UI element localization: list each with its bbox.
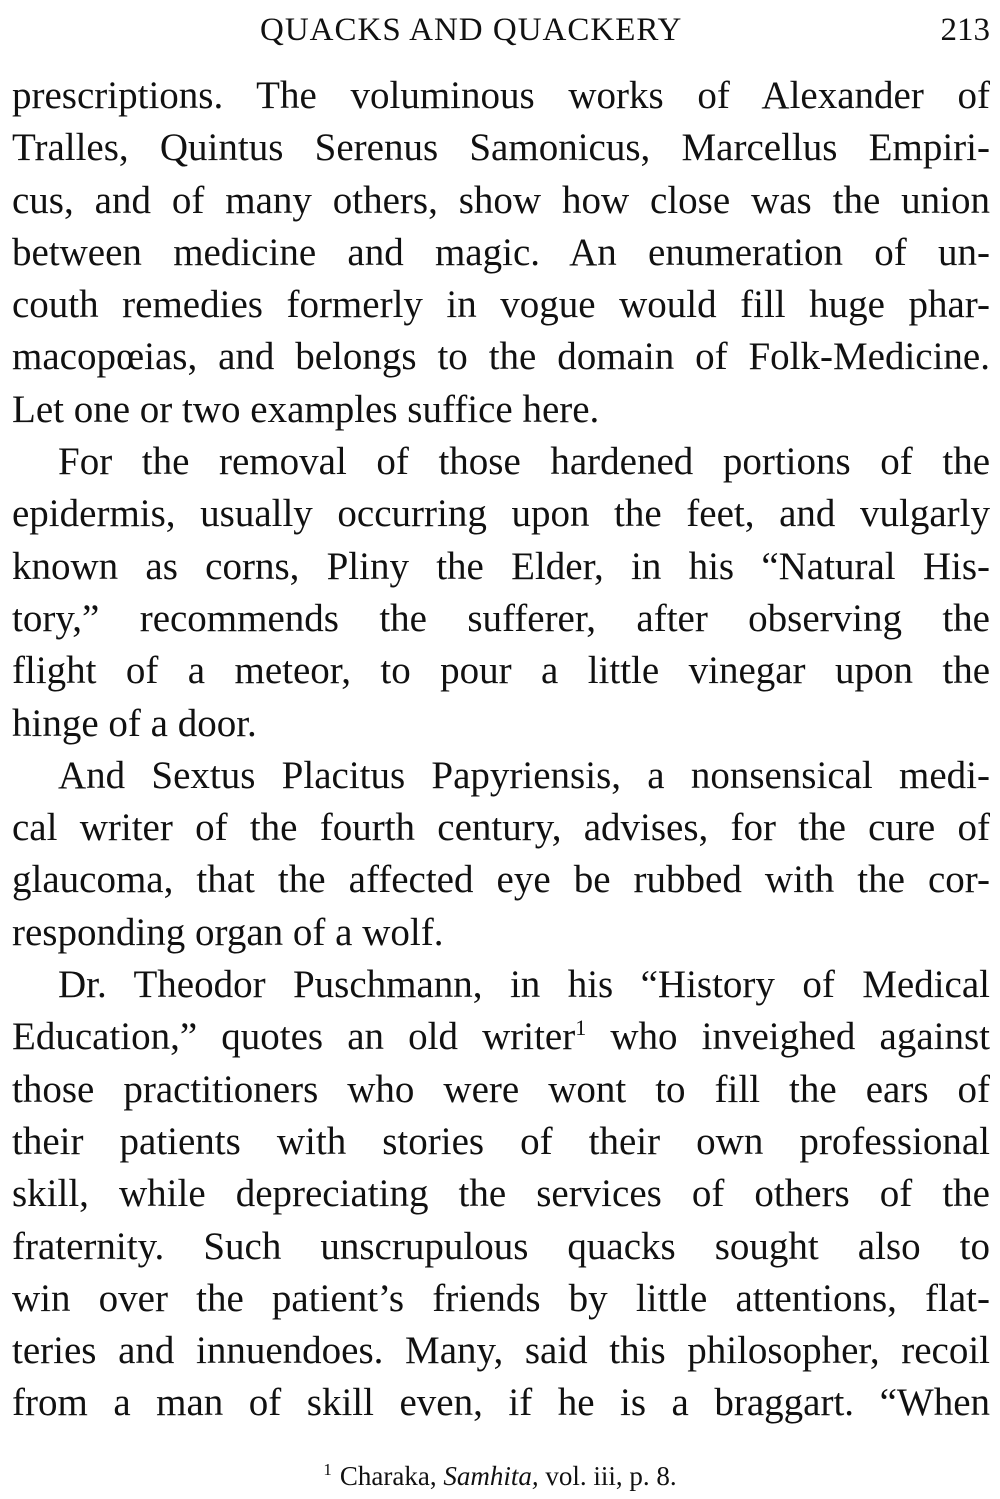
text-line: hinge of a door. <box>12 701 257 745</box>
text-line: responding organ of a wolf. <box>12 910 444 954</box>
text-line-with-footnote <box>12 1011 990 1063</box>
text-line: epidermis, usually occurring upon the feet, and vulgarly <box>12 492 990 536</box>
text-line: between medicine and magic. An enumeration of un- <box>12 230 990 274</box>
body-text <box>12 70 990 1430</box>
text-line: cal writer of the fourth century, advises, for the cure of <box>12 806 990 850</box>
text-line: Let one or two examples suffice here. <box>12 387 600 431</box>
text-line: couth remedies formerly in vogue would fill huge phar- <box>12 283 990 327</box>
text-line: And Sextus Placitus Papyriensis, a nonsensical medi- <box>58 753 990 797</box>
paragraph-4 <box>12 959 990 1430</box>
footnote-marker: 1 <box>323 1460 332 1479</box>
footnote <box>0 1452 1000 1494</box>
text-line: their patients with stories of their own professional <box>12 1119 990 1163</box>
footnote-reference: 1 <box>575 1015 587 1041</box>
text-line: win over the patient’s friends by little attentions, flat- <box>12 1276 990 1320</box>
text-line: glaucoma, that the affected eye be rubbed with the cor- <box>12 858 990 902</box>
text-line: prescriptions. The voluminous works of Alexander of <box>12 74 990 117</box>
page-number: 213 <box>940 12 990 48</box>
paragraph-2 <box>12 436 990 750</box>
text-segment: who inveighed against <box>610 1015 990 1059</box>
text-line: cus, and of many others, show how close was the union <box>12 178 990 222</box>
paragraph-3 <box>12 750 990 959</box>
footnote-location: vol. iii, p. 8. <box>545 1461 677 1491</box>
text-line: Dr. Theodor Puschmann, in his “History of Medical <box>58 963 990 1007</box>
text-line: teries and innuendoes. Many, said this philosopher, recoil <box>12 1329 990 1373</box>
text-line: Tralles, Quintus Serenus Samonicus, Marcellus Empiri- <box>12 126 990 170</box>
text-line: macopœias, and belongs to the domain of Folk-Medicine. <box>12 335 990 379</box>
footnote-work: Samhita, <box>443 1461 539 1491</box>
text-line: those practitioners who were wont to fill the ears of <box>12 1067 990 1111</box>
footnote-author: Charaka, <box>339 1461 437 1491</box>
text-line: For the removal of those hardened portions of the <box>58 440 990 484</box>
running-header <box>0 8 1000 52</box>
paragraph-1 <box>12 70 990 436</box>
text-segment: Education,” quotes an old writer <box>12 1015 576 1059</box>
text-line: from a man of skill even, if he is a braggart. “When <box>12 1381 990 1425</box>
text-line: known as corns, Pliny the Elder, in his “Natural His- <box>12 544 990 588</box>
text-line: tory,” recommends the sufferer, after observing the <box>12 596 990 640</box>
text-line: skill, while depreciating the services of others of the <box>12 1172 990 1216</box>
running-title: QUACKS AND QUACKERY <box>260 12 683 48</box>
text-line: flight of a meteor, to pour a little vinegar upon the <box>12 649 990 693</box>
text-line: fraternity. Such unscrupulous quacks sought also to <box>12 1224 990 1268</box>
